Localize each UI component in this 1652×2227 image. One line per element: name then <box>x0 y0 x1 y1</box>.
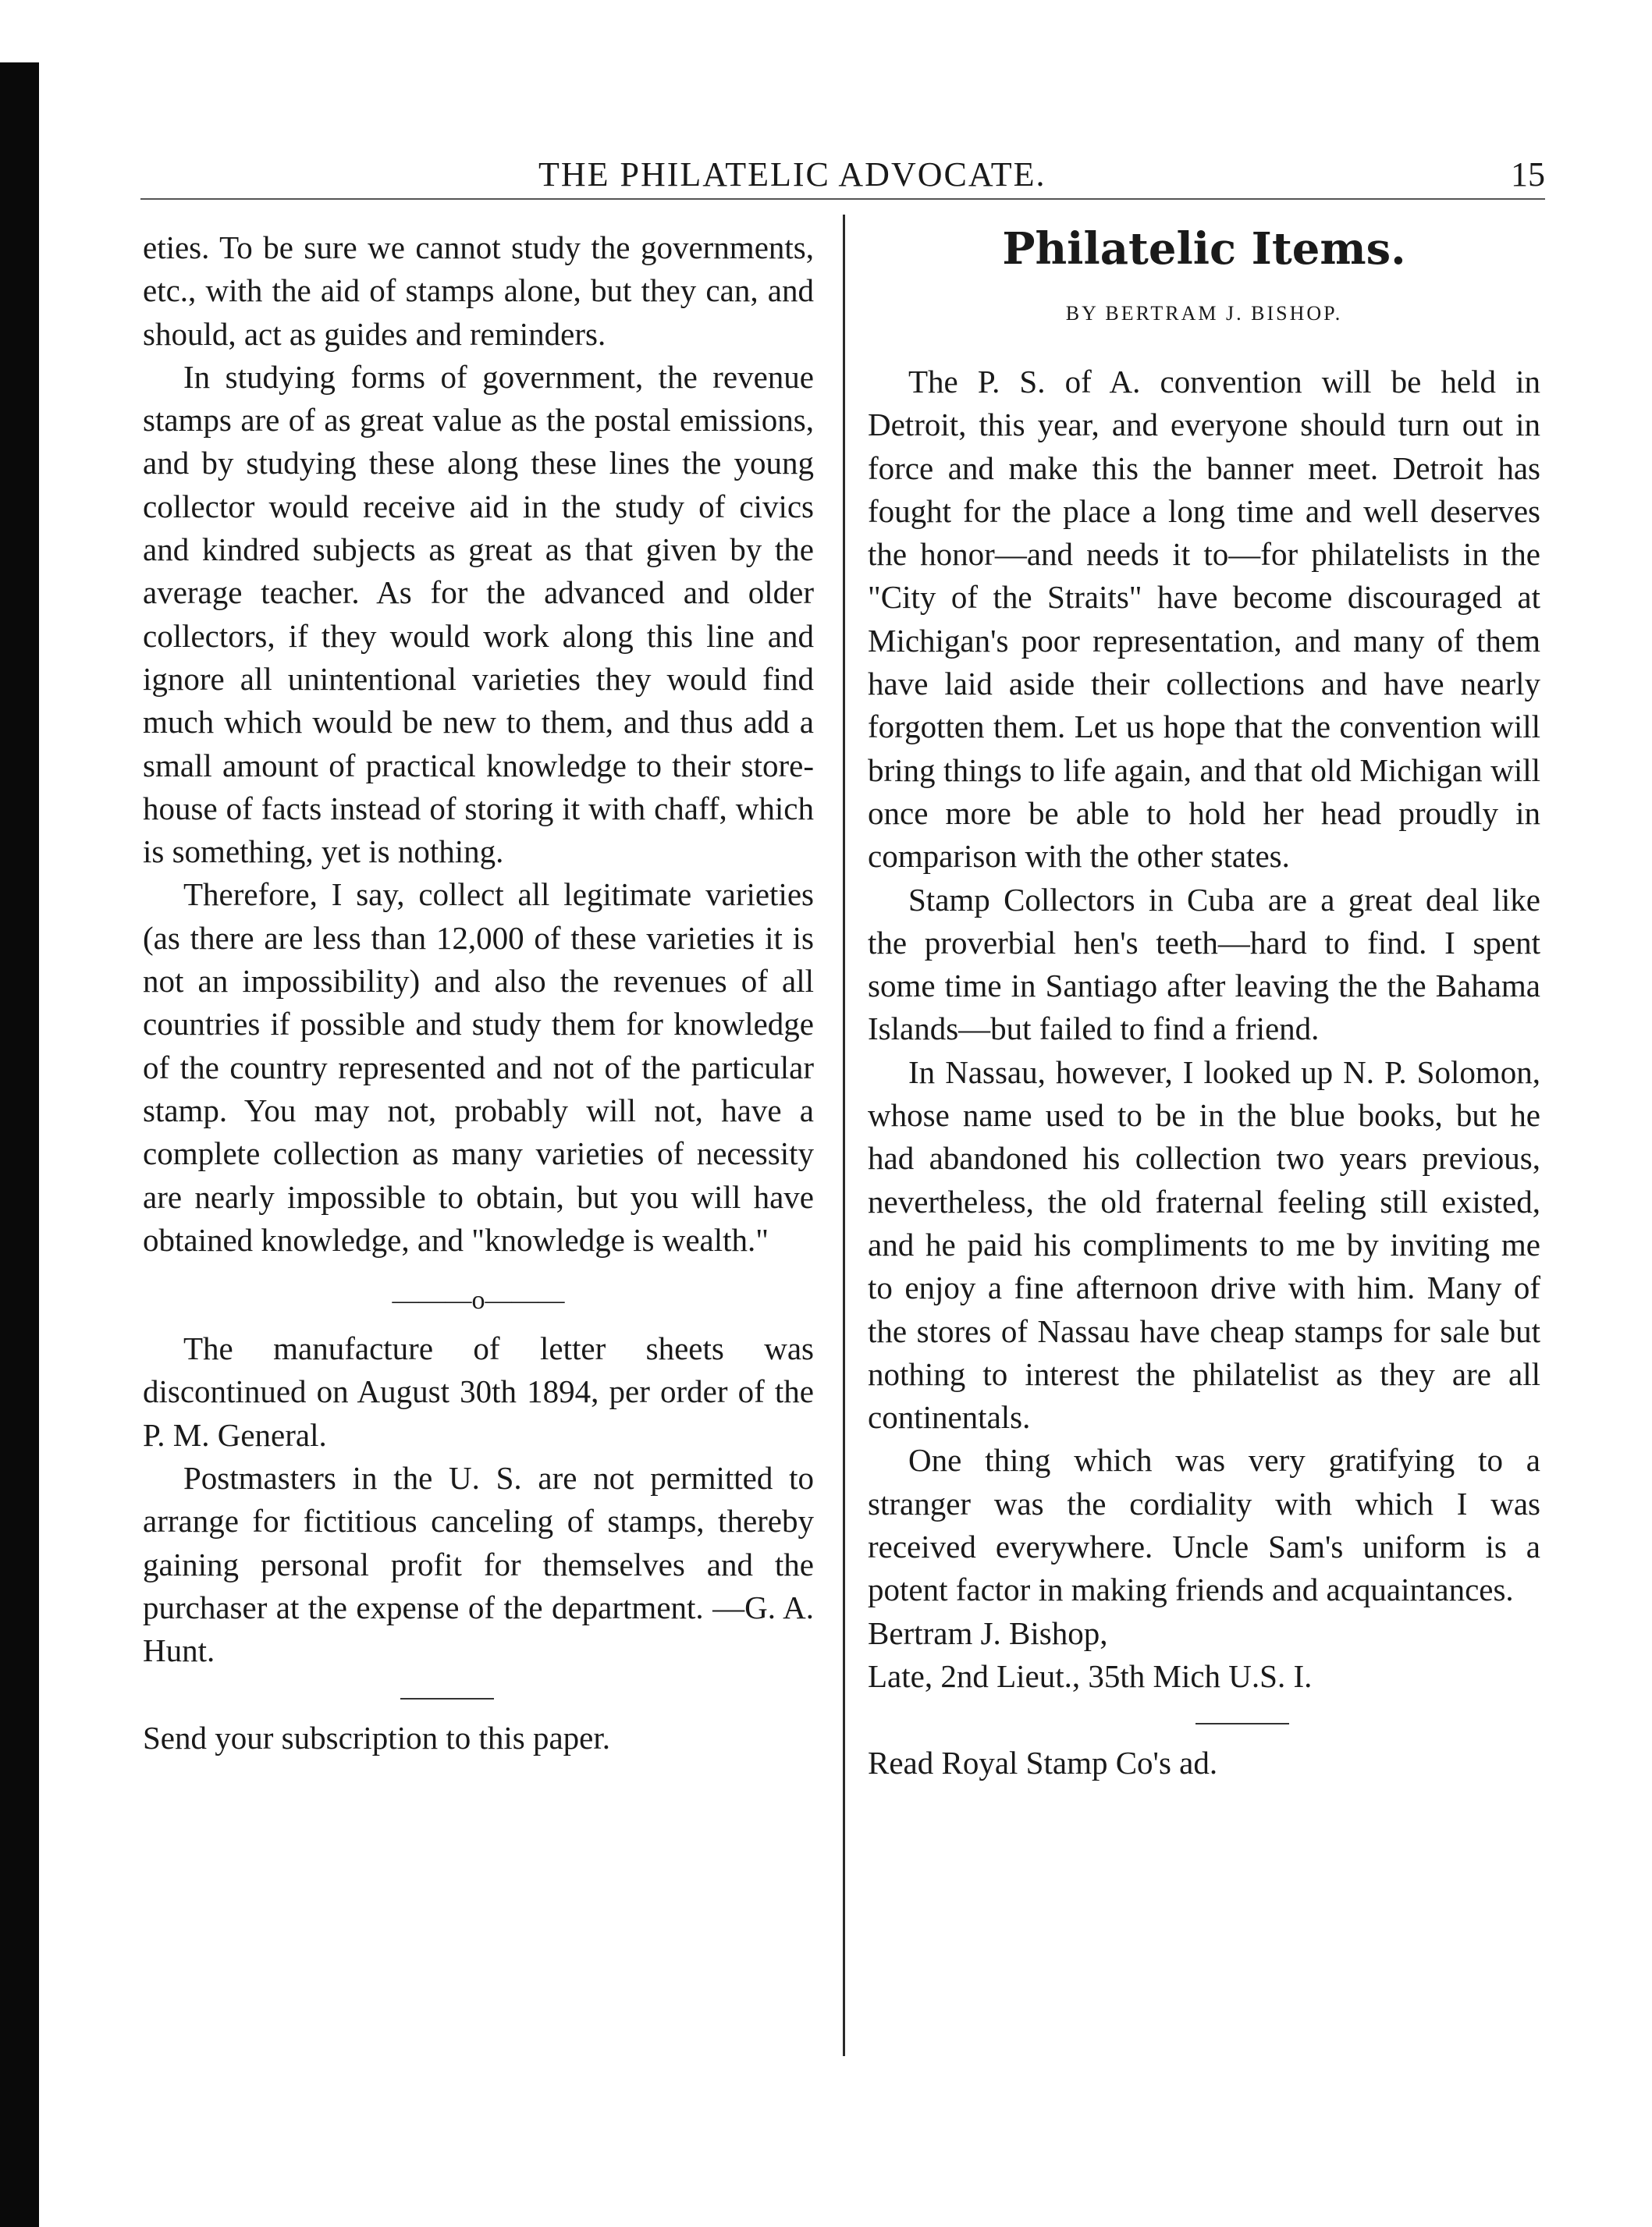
right-paragraph-3: In Nassau, however, I looked up N. P. Solomon, whose name used to be in the blue books, but he had abandoned his collection two years previous, nevertheless, the old fraternal feeling still existed, and he paid his compliments to me by inviting me to enjoy a fine afternoon drive with him. Many of the stores of Nassau have cheap stamps for sale but nothing to interest the philatelist as they are all continentals. <box>868 1053 1540 1436</box>
signature-name: Bertram J. Bishop, <box>868 1614 1108 1651</box>
left-bottom-note: Send your subscription to this paper. <box>143 1719 611 1756</box>
left-column <box>143 226 814 1760</box>
right-paragraph-2: Stamp Collectors in Cuba are a great deal like the proverbial hen's teeth—hard to find. I spent some time in Santiago after leaving the the Bahama Islands—but failed to find a friend. <box>868 881 1540 1047</box>
page-header <box>140 155 1545 201</box>
left-short-rule <box>400 1698 494 1700</box>
left-paragraph-2: In studying forms of government, the revenue stamps are of as great value as the postal emissions, and by studying these along these lines the young collector would receive aid in the study of civics and kindred subjects as great as that given by the average teacher. As for the advanced and older collectors, if they would work along this line and ignore all unintentional varieties they would find much which would be new to them, and thus add a small amount of practical knowledge to their store-house of facts instead of storing it with chaff, which is something, yet is nothing. <box>143 358 814 870</box>
left-note-2: Postmasters in the U. S. are not permitted to arrange for fictitious canceling of stamps, thereby gaining personal profit for themselves and the purchaser at the expense of the department. —G. A. Hunt. <box>143 1460 814 1669</box>
right-column <box>868 223 1540 1785</box>
column-divider <box>843 215 845 2056</box>
left-note-1: The manufacture of letter sheets was discontinued on August 30th 1894, per order of the P. M. General. <box>143 1330 814 1453</box>
section-title: Philatelic Items. <box>1002 223 1406 275</box>
right-paragraph-4: One thing which was very gratifying to a stranger was the cordiality with which I was received everywhere. Uncle Sam's uniform is a potent factor in making friends and acquaintances. <box>868 1442 1540 1608</box>
right-short-rule <box>1195 1723 1289 1724</box>
signature-title: Late, 2nd Lieut., 35th Mich U.S. I. <box>868 1657 1313 1694</box>
page-binding-shadow <box>0 62 39 2227</box>
right-bottom-note: Read Royal Stamp Co's ad. <box>868 1745 1218 1781</box>
header-rule <box>140 198 1545 200</box>
running-title: THE PHILATELIC ADVOCATE. <box>538 155 1046 194</box>
page-number: 15 <box>1511 155 1545 194</box>
right-paragraph-1: The P. S. of A. convention will be held in Detroit, this year, and everyone should turn out in force and make this the banner meet. Detroit has fought for the place a long time and well deserves the honor—and needs it to—for philatelists in the "City of the Straits" have become discouraged at Michigan's poor representation, and many of them have laid aside their collections and have nearly forgotten them. Let us hope that the convention will bring things to life again, and that old Michigan will once more be able to hold her head proudly in comparison with the other states. <box>868 364 1540 875</box>
byline: BY BERTRAM J. BISHOP. <box>1065 302 1343 325</box>
left-paragraph-1: eties. To be sure we cannot study the governments, etc., with the aid of stamps alone, but they can, and should, act as guides and reminders. <box>143 229 814 352</box>
section-separator: ———o——— <box>392 1286 565 1316</box>
left-paragraph-3: Therefore, I say, collect all legitimate varieties (as there are less than 12,000 of these varieties it is not an impossibility) and also the revenues of all countries if possible and study them for knowledge of the country represented and not of the particular stamp. You may not, probably will not, have a complete collection as many varieties of necessity are nearly impossible to obtain, but you will have obtained knowledge, and "knowledge is wealth." <box>143 876 814 1258</box>
